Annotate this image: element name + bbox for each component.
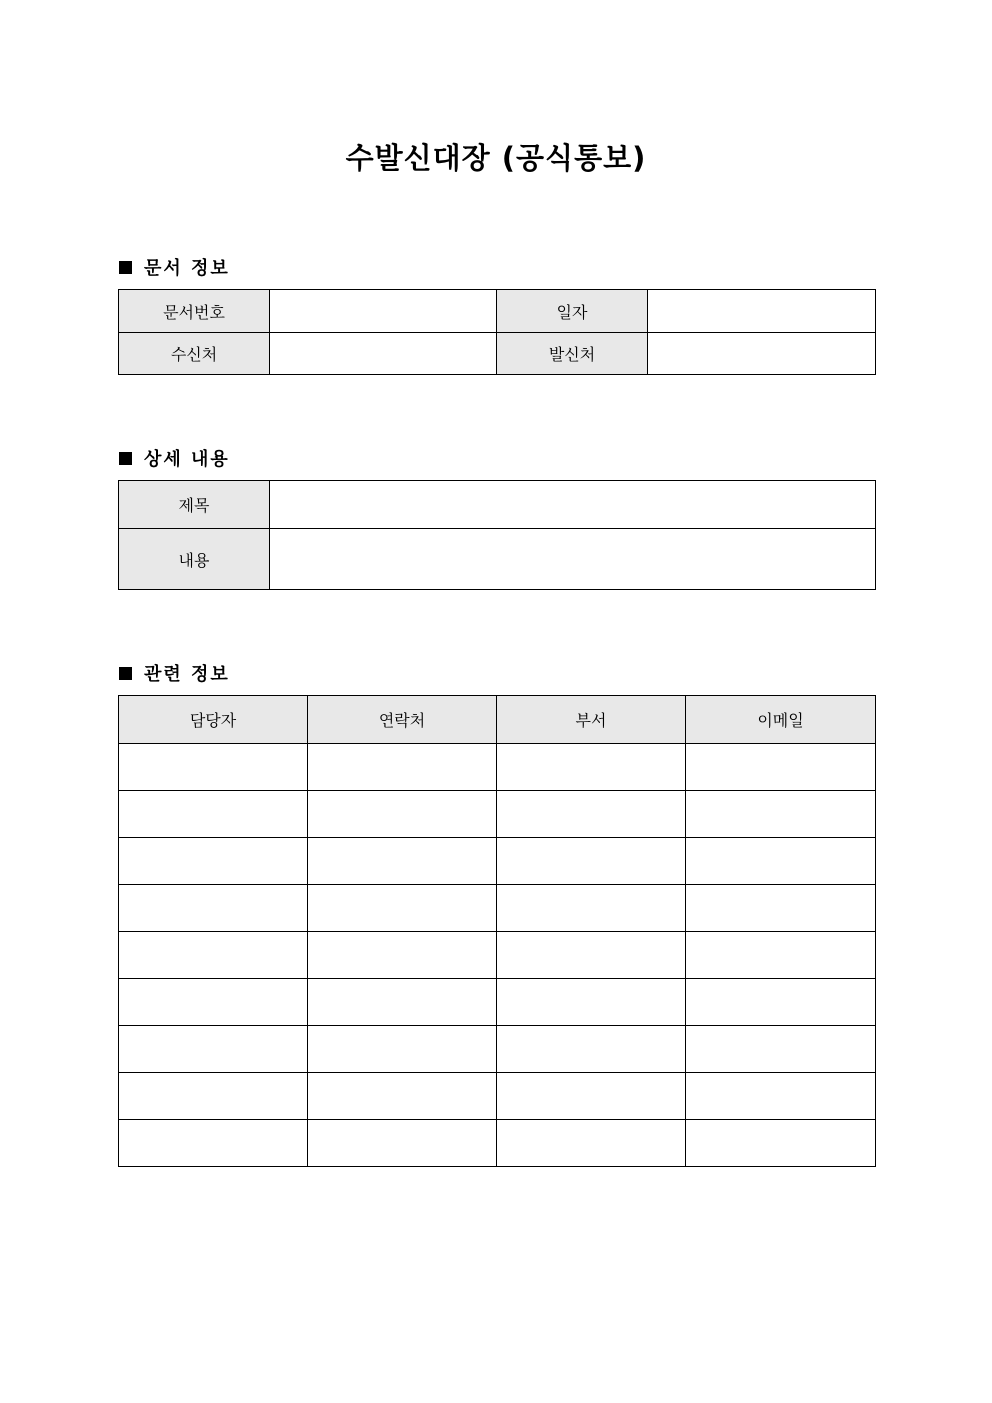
table-header-row bbox=[119, 696, 876, 744]
field-label-subject: 제목 bbox=[119, 481, 270, 529]
section-heading-label: 문서 정보 bbox=[144, 258, 230, 279]
table-row bbox=[119, 290, 876, 333]
section-heading-label: 관련 정보 bbox=[144, 664, 230, 685]
square-bullet-icon bbox=[119, 261, 132, 274]
section-heading-document-info bbox=[119, 254, 230, 280]
table-cell[interactable] bbox=[308, 838, 497, 885]
table-cell[interactable] bbox=[308, 885, 497, 932]
table-row bbox=[119, 1120, 876, 1167]
square-bullet-icon bbox=[119, 667, 132, 680]
table-cell[interactable] bbox=[119, 744, 308, 791]
field-value-document-number[interactable] bbox=[270, 290, 497, 333]
table-cell[interactable] bbox=[686, 791, 876, 838]
table-row bbox=[119, 744, 876, 791]
table-row bbox=[119, 791, 876, 838]
table-cell[interactable] bbox=[497, 791, 686, 838]
table-row bbox=[119, 885, 876, 932]
table-cell[interactable] bbox=[119, 791, 308, 838]
table-cell[interactable] bbox=[497, 1120, 686, 1167]
table-cell[interactable] bbox=[119, 1073, 308, 1120]
related-info-table bbox=[118, 695, 876, 1167]
column-header-contact: 연락처 bbox=[308, 696, 497, 744]
table-cell[interactable] bbox=[119, 979, 308, 1026]
table-cell[interactable] bbox=[497, 979, 686, 1026]
table-cell[interactable] bbox=[497, 932, 686, 979]
table-cell[interactable] bbox=[308, 791, 497, 838]
table-row bbox=[119, 529, 876, 590]
field-value-recipient[interactable] bbox=[270, 333, 497, 375]
field-label-date: 일자 bbox=[497, 290, 648, 333]
details-table bbox=[118, 480, 876, 590]
table-cell[interactable] bbox=[308, 744, 497, 791]
table-cell[interactable] bbox=[686, 885, 876, 932]
field-value-sender[interactable] bbox=[648, 333, 876, 375]
table-row bbox=[119, 979, 876, 1026]
table-cell[interactable] bbox=[497, 885, 686, 932]
field-label-sender: 발신처 bbox=[497, 333, 648, 375]
table-cell[interactable] bbox=[119, 1026, 308, 1073]
table-cell[interactable] bbox=[119, 885, 308, 932]
table-cell[interactable] bbox=[308, 1026, 497, 1073]
table-cell[interactable] bbox=[686, 932, 876, 979]
table-cell[interactable] bbox=[686, 838, 876, 885]
table-row bbox=[119, 481, 876, 529]
table-cell[interactable] bbox=[119, 838, 308, 885]
table-cell[interactable] bbox=[497, 1026, 686, 1073]
table-cell[interactable] bbox=[686, 1026, 876, 1073]
table-cell[interactable] bbox=[308, 1120, 497, 1167]
table-cell[interactable] bbox=[308, 932, 497, 979]
table-row bbox=[119, 1073, 876, 1120]
square-bullet-icon bbox=[119, 452, 132, 465]
table-cell[interactable] bbox=[119, 932, 308, 979]
table-cell[interactable] bbox=[497, 838, 686, 885]
table-cell[interactable] bbox=[686, 1120, 876, 1167]
field-label-content: 내용 bbox=[119, 529, 270, 590]
table-cell[interactable] bbox=[686, 744, 876, 791]
field-label-recipient: 수신처 bbox=[119, 333, 270, 375]
column-header-email: 이메일 bbox=[686, 696, 876, 744]
section-heading-details bbox=[119, 445, 230, 471]
table-cell[interactable] bbox=[308, 979, 497, 1026]
column-header-department: 부서 bbox=[497, 696, 686, 744]
table-cell[interactable] bbox=[497, 1073, 686, 1120]
table-cell[interactable] bbox=[497, 744, 686, 791]
table-row bbox=[119, 838, 876, 885]
table-cell[interactable] bbox=[686, 979, 876, 1026]
table-cell[interactable] bbox=[686, 1073, 876, 1120]
table-row bbox=[119, 932, 876, 979]
page-title: 수발신대장 (공식통보) bbox=[345, 141, 647, 175]
section-heading-label: 상세 내용 bbox=[144, 449, 230, 470]
field-value-content[interactable] bbox=[270, 529, 876, 590]
field-value-subject[interactable] bbox=[270, 481, 876, 529]
table-cell[interactable] bbox=[119, 1120, 308, 1167]
field-value-date[interactable] bbox=[648, 290, 876, 333]
table-row bbox=[119, 333, 876, 375]
document-info-table bbox=[118, 289, 876, 375]
section-heading-related bbox=[119, 660, 230, 686]
field-label-document-number: 문서번호 bbox=[119, 290, 270, 333]
column-header-manager: 담당자 bbox=[119, 696, 308, 744]
table-row bbox=[119, 1026, 876, 1073]
table-cell[interactable] bbox=[308, 1073, 497, 1120]
